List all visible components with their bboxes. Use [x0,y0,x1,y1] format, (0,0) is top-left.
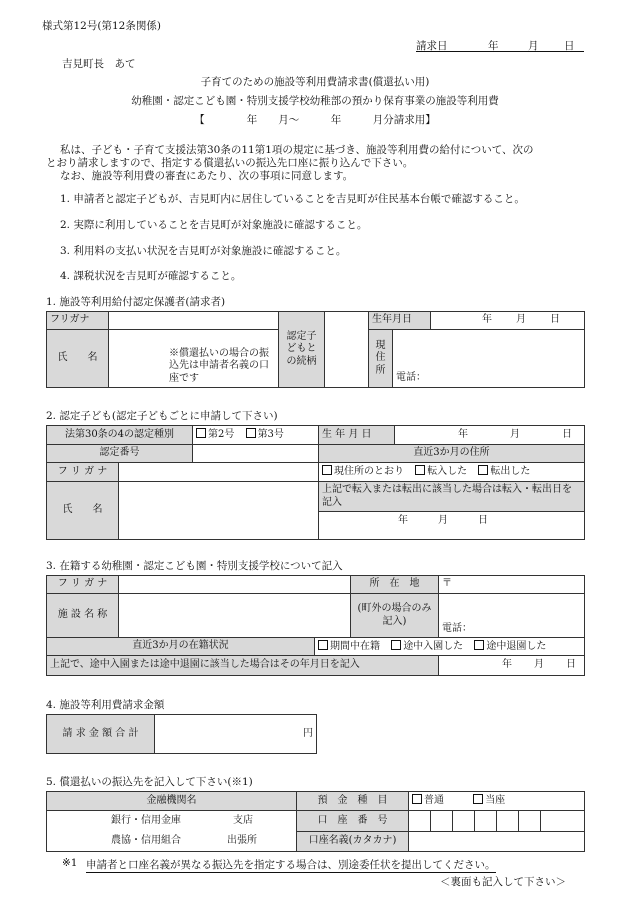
title-sub: 幼稚園・認定こども園・特別支援学校幼稚部の預かり保育事業の施設等利用費 [131,95,499,107]
account-digit[interactable] [431,811,453,832]
facility-furigana-field[interactable] [119,576,351,594]
entered-checkbox[interactable] [391,640,401,650]
guardian-address-field[interactable] [393,330,585,388]
facility-address-label: 所 在 地 [351,576,439,594]
enroll-status-label: 直近3か月の在籍状況 [47,638,315,656]
relation-field[interactable] [325,312,369,388]
facility-address-field[interactable]: 〒 [439,576,585,594]
deposit-type-label: 預 金 種 目 [297,792,409,811]
futsu-checkbox[interactable] [412,794,422,804]
move-date-cell [319,482,585,540]
back-note: ＜裏面も記入して下さい＞ [440,876,566,888]
furigana-label: フリガナ [47,312,109,330]
account-no-label: 口 座 番 号 [297,811,409,832]
child-furigana-field[interactable] [119,463,319,482]
amount-label: 請 求 金 額 合 計 [47,715,155,754]
type2-checkbox[interactable] [196,428,206,438]
consent-item: 4. 課税状況を吉見町が確認すること。 [60,270,242,282]
section5-heading: 5. 償還払いの振込先を記入して下さい(※1) [46,776,253,788]
holder-label: 口座名義(カタカナ) [297,831,409,852]
section3-heading: 3. 在籍する幼稚園・認定こども園・特別支援学校について記入 [46,560,343,572]
cert-no-field[interactable] [193,445,319,463]
guardian-name-field[interactable] [109,330,279,388]
amount-field[interactable]: 円 [155,715,317,754]
guardian-table [46,311,585,388]
account-digit[interactable] [453,811,475,832]
facility-table [46,575,585,676]
enroll-options: 期間中在籍 途中入園した 途中退園した [315,638,585,656]
addressee: 吉見町長 あて [62,58,136,70]
consent-item: 1. 申請者と認定子どもが、吉見町内に居住していることを吉見町が住民基本台帳で確認すること。 [60,193,525,205]
moved-out-checkbox[interactable] [478,465,488,475]
section1-heading: 1. 施設等利用給付認定保護者(請求者) [46,296,226,308]
address-label: 現住所 [369,330,393,388]
facility-phone-field[interactable]: 電話： [439,594,585,638]
move-date-field[interactable]: 年 月 日 [398,515,488,526]
title-period: 【 年 月～ 年 月分請求用】 [194,114,436,126]
facility-name-field[interactable] [119,594,351,638]
footnote: 申請者と口座名義が異なる振込先を指定する場合は、別途委任状を提出してください。 [86,859,496,871]
account-digit[interactable] [541,811,585,832]
facility-furigana-label: フ リ ガ ナ [47,576,119,594]
type3-checkbox[interactable] [246,428,256,438]
withdrew-checkbox[interactable] [474,640,484,650]
intro-line3: なお、施設等利用費の審査にあたり、次の事項に同意します。 [60,170,354,182]
midway-date-field[interactable]: 年 月 日 [439,656,585,676]
type-options: 第2号 第3号 [193,426,319,445]
child-birth-field[interactable]: 年 月 日 [395,426,585,445]
child-name-label: 氏 名 [47,482,119,540]
child-name-field[interactable] [119,482,319,540]
moved-in-checkbox[interactable] [415,465,425,475]
bank-note: ※償還払いの場合の振込先は申請者名義の口座です [169,347,269,384]
facility-name-label: 施 設 名 称 [47,594,119,638]
title-main: 子育てのための施設等利用費請求書(償還払い用) [200,76,430,88]
bank-table [46,791,585,852]
same-address-checkbox[interactable] [322,465,332,475]
guardian-furigana-field[interactable] [109,312,279,330]
type-label: 法第30条の4の認定種別 [47,426,193,445]
child-table [46,425,585,540]
form-number: 様式第12号(第12条関係) [42,20,161,32]
request-date: 請求日 年 月 日 [416,38,584,52]
child-furigana-label: フ リ ガ ナ [47,463,119,482]
outside-note: (町外の場合のみ記入) [351,594,439,638]
midway-note: 上記で、途中入園または途中退園に該当した場合はその年月日を記入 [47,656,439,676]
footnote-mark: ※1 [62,857,78,869]
move-note: 上記で転入または転出に該当した場合は転入・転出日を記入 [319,482,584,512]
account-digit[interactable] [409,811,431,832]
amount-table [46,714,317,754]
address-options: 現住所のとおり 転入した 転出した [319,463,585,482]
enrolled-checkbox[interactable] [318,640,328,650]
intro-line2: とおり請求しますので、指定する償還払いの振込先口座に振り込んで下さい。 [46,157,414,169]
account-digit[interactable] [497,811,519,832]
intro-line1: 私は、子ども・子育て支援法第30条の11第1項の規定に基づき、施設等利用費の給付について、次の [60,144,534,156]
recent-address-label: 直近3か月の住所 [319,445,585,463]
consent-item: 3. 利用料の支払い状況を吉見町が対象施設に確認すること。 [60,245,347,257]
birth-label: 生年月日 [369,312,431,330]
touza-checkbox[interactable] [473,794,483,804]
cert-no-label: 認定番号 [47,445,193,463]
phone-label: 電話： [396,371,426,383]
section2-heading: 2. 認定子ども(認定子どもごとに申請して下さい) [46,410,278,422]
consent-item: 2. 実際に利用していることを吉見町が対象施設に確認すること。 [60,219,368,231]
child-birth-label: 生 年 月 日 [319,426,395,445]
relation-label: 認定子どもとの続柄 [279,312,325,388]
section4-heading: 4. 施設等利用費請求金額 [46,699,165,711]
bank-name-label: 金融機関名 [47,792,297,811]
bank-name-field[interactable]: 銀行・信用金庫 支店 農協・信用組合 出張所 [47,811,297,852]
guardian-birth-field[interactable]: 年 月 日 [431,312,585,330]
name-label: 氏 名 [47,330,109,388]
deposit-type-options: 普通 当座 [409,792,585,811]
account-digit[interactable] [475,811,497,832]
holder-field[interactable] [409,831,585,852]
account-digit[interactable] [519,811,541,832]
